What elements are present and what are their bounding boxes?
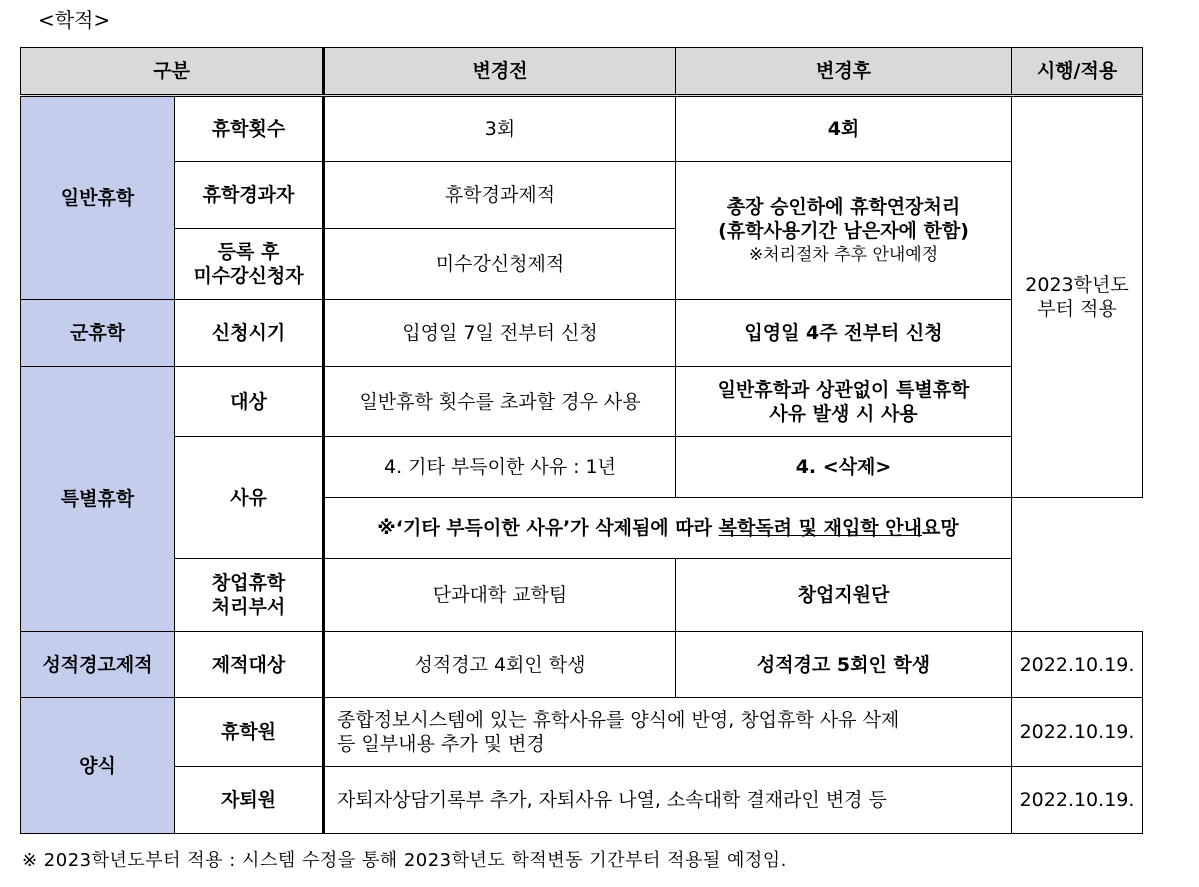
sub-reason: 사유 <box>175 437 324 559</box>
academic-changes-table <box>20 47 1143 834</box>
header-after: 변경후 <box>676 48 1012 96</box>
table-row <box>21 559 1143 632</box>
sub-leave-count: 휴학횟수 <box>175 96 324 162</box>
target-after-line2: 사유 발생 시 사용 <box>769 402 918 425</box>
category-grade-warning: 성적경고제적 <box>21 632 175 698</box>
leave-count-after: 4회 <box>676 96 1012 162</box>
reason-note-prefix: ※‘기타 부득이한 사유’가 삭제됨에 따라 <box>377 517 719 539</box>
unregistered-line1: 등록 후 <box>217 241 280 263</box>
leave-overdue-before: 휴학경과제적 <box>324 162 676 229</box>
withdraw-form-content: 자퇴자상담기록부 추가, 자퇴사유 나열, 소속대학 결재라인 변경 등 <box>324 767 1012 834</box>
reason-before: 4. 기타 부득이한 사유 : 1년 <box>324 437 676 498</box>
table-row <box>21 96 1143 162</box>
leave-form-line1: 종합정보시스템에 있는 휴학사유를 양식에 반영, 창업휴학 사유 삭제 <box>337 709 900 731</box>
startup-before: 단과대학 교학팀 <box>324 559 676 632</box>
category-military-leave: 군휴학 <box>21 300 175 367</box>
table-row <box>21 437 1143 498</box>
leave-extension-after <box>676 162 1012 300</box>
startup-label-line2: 처리부서 <box>211 596 286 618</box>
sub-leave-form: 휴학원 <box>175 698 324 767</box>
sub-withdraw-form: 자퇴원 <box>175 767 324 834</box>
sub-unregistered <box>175 229 324 300</box>
table-row <box>21 698 1143 767</box>
apply-2023-cell <box>1012 96 1143 498</box>
extension-line1: 총장 승인하에 휴학연장처리 <box>726 195 961 218</box>
military-after: 입영일 4주 전부터 신청 <box>676 300 1012 367</box>
leave-form-apply: 2022.10.19. <box>1012 698 1143 767</box>
extension-line2: (휴학사용기간 남은자에 한함) <box>718 219 969 242</box>
table-row <box>21 367 1143 437</box>
apply-2023-line1: 2023학년도 <box>1025 274 1129 296</box>
footnote: ※ 2023학년도부터 적용 : 시스템 수정을 통해 2023학년도 학적변동 기간부터 적용될 예정임. <box>22 850 787 871</box>
target-after-line1: 일반휴학과 상관없이 특별휴학 <box>717 378 970 401</box>
category-general-leave: 일반휴학 <box>21 96 175 300</box>
table-row <box>21 632 1143 698</box>
reason-note-underlined: 복학독려 및 재입학 안내 <box>718 517 922 539</box>
sub-startup-dept <box>175 559 324 632</box>
grade-warning-apply: 2022.10.19. <box>1012 632 1143 698</box>
category-forms: 양식 <box>21 698 175 834</box>
grade-warning-before: 성적경고 4회인 학생 <box>324 632 676 698</box>
header-row <box>21 48 1143 96</box>
startup-label-line1: 창업휴학 <box>211 572 286 594</box>
withdraw-form-apply: 2022.10.19. <box>1012 767 1143 834</box>
table-row <box>21 767 1143 834</box>
target-after <box>676 367 1012 437</box>
sub-target: 대상 <box>175 367 324 437</box>
grade-warning-after: 성적경고 5회인 학생 <box>676 632 1012 698</box>
target-before: 일반휴학 횟수를 초과할 경우 사용 <box>324 367 676 437</box>
sub-application-period: 신청시기 <box>175 300 324 367</box>
category-special-leave: 특별휴학 <box>21 367 175 632</box>
extension-note: ※처리절차 추후 안내예정 <box>748 244 939 265</box>
table-row <box>21 300 1143 367</box>
reason-note-suffix: 요망 <box>921 517 959 539</box>
startup-after: 창업지원단 <box>676 559 1012 632</box>
leave-form-content <box>324 698 1012 767</box>
reason-after: 4. <삭제> <box>676 437 1012 498</box>
leave-form-line2: 등 일부내용 추가 및 변경 <box>337 733 545 755</box>
header-apply: 시행/적용 <box>1012 48 1143 96</box>
sub-dismissal-target: 제적대상 <box>175 632 324 698</box>
leave-count-before: 3회 <box>324 96 676 162</box>
apply-2023-line2: 부터 적용 <box>1037 298 1117 320</box>
sub-leave-overdue: 휴학경과자 <box>175 162 324 229</box>
military-before: 입영일 7일 전부터 신청 <box>324 300 676 367</box>
header-before: 변경전 <box>324 48 676 96</box>
table-row <box>21 162 1143 229</box>
reason-note <box>324 498 1012 559</box>
unregistered-before: 미수강신청제적 <box>324 229 676 300</box>
unregistered-line2: 미수강신청자 <box>193 265 304 287</box>
header-category: 구분 <box>21 48 324 96</box>
section-title: <학적> <box>38 8 111 32</box>
